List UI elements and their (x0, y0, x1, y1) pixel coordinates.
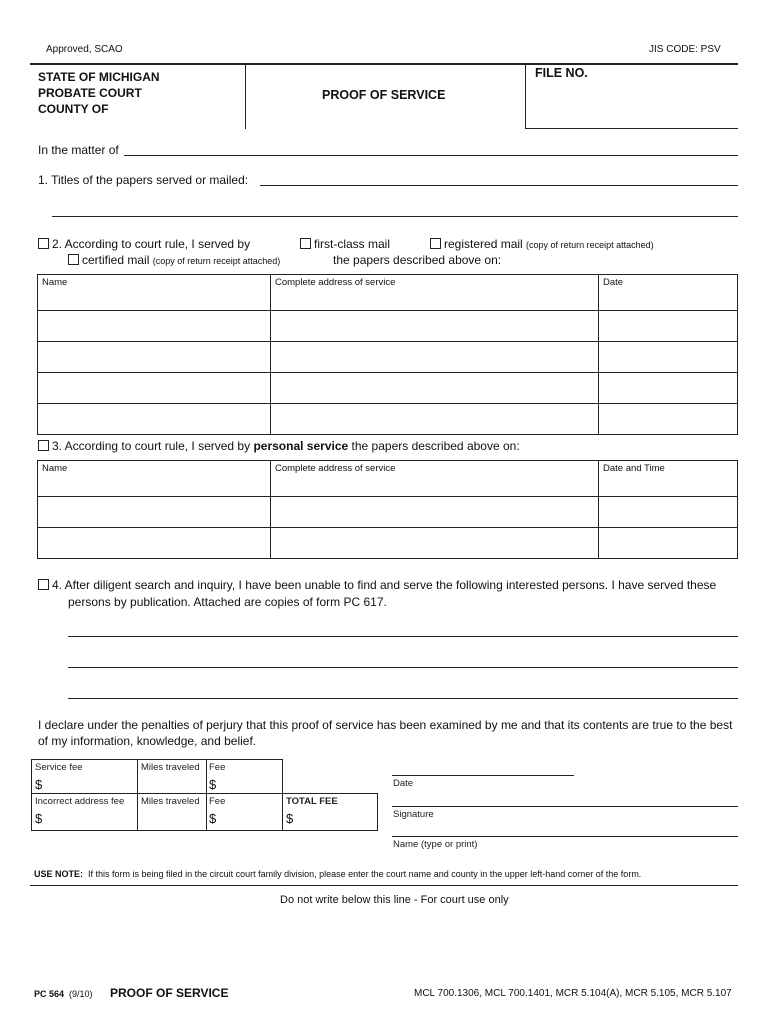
registered-checkbox[interactable] (430, 238, 441, 249)
miles-traveled-label: Miles traveled (141, 762, 200, 773)
fee-bottom-right (282, 830, 377, 831)
item2-address-cell[interactable] (271, 373, 599, 404)
item4-row1 (38, 578, 716, 592)
court-line: PROBATE COURT (38, 86, 142, 100)
header-top-rule (30, 63, 738, 64)
header-divider-1 (245, 64, 246, 129)
item2-name-cell[interactable] (38, 342, 271, 373)
item2-table (37, 274, 738, 435)
item3-address-cell[interactable] (271, 528, 599, 559)
table-row (38, 373, 738, 404)
registered-label: registered mail (444, 237, 523, 251)
use-note-label: USE NOTE: (34, 869, 84, 879)
item2-name-cell[interactable] (38, 311, 271, 342)
first-class-label: first-class mail (314, 237, 391, 251)
incorrect-mileage-fee-dollar[interactable]: $ (209, 811, 217, 826)
form-revision: (9/10) (69, 989, 93, 999)
item3-col-datetime: Date and Time (599, 461, 738, 497)
form-number: PC 564 (34, 989, 65, 999)
fee-div-1 (137, 759, 138, 831)
file-no-label: FILE NO. (535, 66, 588, 80)
certified-checkbox[interactable] (68, 254, 79, 265)
item2-address-cell[interactable] (271, 404, 599, 435)
item3-row (38, 439, 520, 453)
item2-date-cell[interactable] (599, 373, 738, 404)
table-row (38, 342, 738, 373)
jis-code: JIS CODE: PSV (649, 44, 721, 55)
item2-name-cell[interactable] (38, 404, 271, 435)
item2-address-cell[interactable] (271, 342, 599, 373)
item4-field-3[interactable] (68, 698, 738, 699)
registered-note: (copy of return receipt attached) (526, 240, 654, 250)
header-divider-2 (525, 64, 526, 129)
item4-field-1[interactable] (68, 636, 738, 637)
item4-checkbox[interactable] (38, 579, 49, 590)
item3-datetime-cell[interactable] (599, 528, 738, 559)
fee-label-2: Fee (209, 796, 226, 807)
item3-col-name: Name (38, 461, 271, 497)
incorrect-address-fee-label: Incorrect address fee (35, 796, 125, 807)
first-class-option (300, 237, 390, 251)
fee-label: Fee (209, 762, 226, 773)
header-bottom-rule (525, 128, 738, 129)
item3-address-cell[interactable] (271, 497, 599, 528)
name-field[interactable] (392, 836, 738, 837)
item1-field-line2[interactable] (52, 216, 738, 217)
court-use-text: Do not write below this line - For court use only (280, 894, 509, 906)
matter-field[interactable] (124, 155, 738, 156)
use-note-text: If this form is being filed in the circuit court family division, please enter the court name and county in the upper left-hand corner of the form. (88, 869, 642, 879)
fee-mid-rule (31, 793, 377, 794)
item2-name-cell[interactable] (38, 373, 271, 404)
declaration-line2: of my information, knowledge, and belief. (38, 734, 257, 748)
item4-line1: 4. After diligent search and inquiry, I have been unable to find and serve the following interested persons. I have served these (52, 578, 717, 592)
item4-line2: persons by publication. Attached are copies of form PC 617. (68, 595, 387, 609)
item2-tail: the papers described above on: (333, 253, 502, 267)
state-line: STATE OF MICHIGAN (38, 70, 160, 84)
mileage-fee-dollar[interactable]: $ (209, 777, 217, 792)
fee-div-4 (377, 793, 378, 831)
total-fee-dollar[interactable]: $ (286, 811, 294, 826)
item3-label-bold: personal service (253, 439, 349, 453)
date-field[interactable] (392, 775, 574, 776)
item3-name-cell[interactable] (38, 528, 271, 559)
use-note (34, 869, 641, 879)
footer-title: PROOF OF SERVICE (110, 986, 229, 1000)
total-fee-label: TOTAL FEE (286, 796, 338, 807)
form-title: PROOF OF SERVICE (322, 88, 446, 102)
item2-date-cell[interactable] (599, 404, 738, 435)
item1-field[interactable] (260, 185, 738, 186)
service-fee-label: Service fee (35, 762, 83, 773)
first-class-checkbox[interactable] (300, 238, 311, 249)
item2-date-cell[interactable] (599, 311, 738, 342)
item3-col-address: Complete address of service (271, 461, 599, 497)
item3-label-post: the papers described above on: (351, 439, 520, 453)
table-row (38, 528, 738, 559)
approved-text: Approved, SCAO (46, 44, 123, 55)
court-block (38, 69, 160, 117)
county-line: COUNTY OF (38, 102, 109, 116)
signature-field[interactable] (392, 806, 738, 807)
item1-label: 1. Titles of the papers served or mailed: (38, 173, 249, 187)
item2-col-name: Name (38, 275, 271, 311)
item2-label: 2. According to court rule, I served by (52, 237, 251, 251)
matter-label: In the matter of (38, 143, 119, 157)
miles-traveled-label-2: Miles traveled (141, 796, 200, 807)
court-use-rule (30, 885, 738, 886)
registered-option (430, 237, 654, 251)
name-label: Name (type or print) (393, 839, 478, 850)
footer-citations: MCL 700.1306, MCL 700.1401, MCR 5.104(A), MCR 5.105, MCR 5.107 (414, 988, 732, 999)
footer-form-id (34, 989, 93, 999)
declaration-line1: I declare under the penalties of perjury that this proof of service has been examined by me and that its contents are true to the best (38, 718, 733, 732)
item2-row1 (38, 237, 250, 251)
item2-checkbox[interactable] (38, 238, 49, 249)
fee-div-3 (282, 759, 283, 831)
date-label: Date (393, 778, 414, 789)
table-row (38, 404, 738, 435)
service-fee-dollar[interactable]: $ (35, 777, 43, 792)
file-no-field[interactable] (527, 84, 735, 126)
table-row (38, 497, 738, 528)
item3-header-row (38, 461, 738, 497)
fee-div-2 (206, 759, 207, 831)
item3-checkbox[interactable] (38, 440, 49, 451)
item3-label-pre: 3. According to court rule, I served by (52, 439, 251, 453)
item3-table (37, 460, 738, 559)
certified-note: (copy of return receipt attached) (152, 256, 281, 266)
item2-col-date: Date (599, 275, 738, 311)
item2-col-address: Complete address of service (271, 275, 599, 311)
signature-label: Signature (393, 809, 434, 820)
item3-datetime-cell[interactable] (599, 497, 738, 528)
table-row (38, 311, 738, 342)
incorrect-fee-dollar[interactable]: $ (35, 811, 43, 826)
certified-option (68, 253, 280, 267)
item2-address-cell[interactable] (271, 311, 599, 342)
certified-label: certified mail (82, 253, 150, 267)
item2-header-row (38, 275, 738, 311)
item3-name-cell[interactable] (38, 497, 271, 528)
item2-date-cell[interactable] (599, 342, 738, 373)
item4-field-2[interactable] (68, 667, 738, 668)
